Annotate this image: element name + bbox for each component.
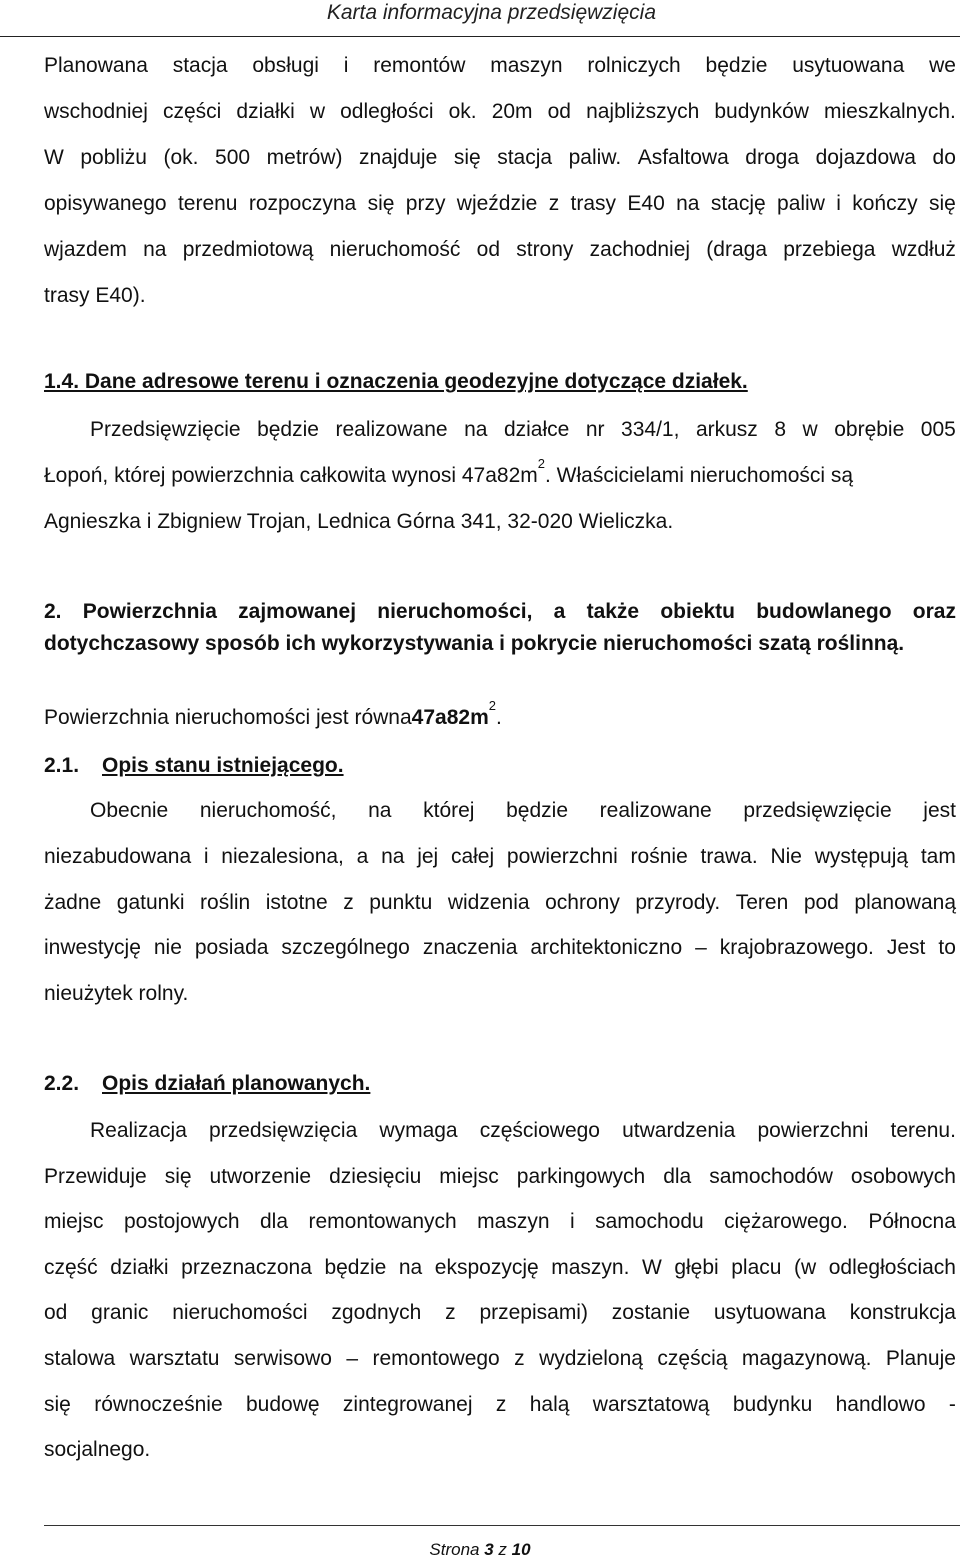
area-statement [44,698,956,730]
word: przeznaczona [181,1256,312,1279]
word: na [464,418,488,441]
word: inwestycję [44,936,141,959]
word: znajduje [359,146,438,169]
word: 005 [920,418,956,441]
paragraph-line [44,1165,956,1189]
word: odległościach [828,1256,956,1279]
footer-prefix: Strona [429,1540,485,1559]
word: zintegrowanej [342,1393,473,1416]
section-heading-2 [44,600,956,624]
word: oraz [912,600,956,623]
text-fragment: dotychczasowy sposób ich wykorzystywania i pokrycie nieruchomości szatą roślinną. [44,632,905,655]
word: to [938,936,956,959]
word: ochrony [545,891,620,914]
word: usytuowana [792,54,905,77]
word: wjazdem [44,238,127,261]
word: roślin [200,891,251,914]
word: arkusz [695,418,758,441]
word: wzdłuż [891,238,956,261]
word: 8 [774,418,787,441]
word: rośnie [630,845,688,868]
word: której [423,799,475,822]
word: W [641,1256,662,1279]
footer-separator: z [493,1540,512,1559]
word: W [44,146,64,169]
word: paliw [777,192,825,215]
word: remontowanych [308,1210,457,1233]
text-fragment: . [495,706,502,729]
word: się [928,192,956,215]
word: Obecnie [90,799,169,822]
word: przedsięwzięcie [743,799,892,822]
paragraph-line [44,845,956,869]
word: budynków [714,100,809,123]
word: osobowych [850,1165,956,1188]
word: kończy [852,192,918,215]
word: obrębie [834,418,905,441]
word: część [44,1256,98,1279]
word: Powierzchnia [82,600,217,623]
word: 20m [491,100,533,123]
word: gatunki [116,891,185,914]
word: do [932,146,956,169]
word: na [398,1256,423,1279]
text-fragment: 1.4. Dane adresowe terenu i oznaczenia geodezyjne dotyczące działek. [44,370,748,393]
paragraph-line [44,456,956,488]
word: posiada [194,936,269,959]
paragraph-line [90,1119,956,1143]
word: serwisowo [233,1347,332,1370]
word: Teren [735,891,789,914]
word: usytuowana [713,1301,826,1324]
section-heading-2-1 [44,754,956,778]
word: części [162,100,222,123]
word: nieruchomość [329,238,461,261]
superscript: 2 [488,698,496,713]
word: w [802,418,818,441]
word: placu [731,1256,782,1279]
paragraph-line [44,891,956,915]
word: przy [405,192,446,215]
word: obiektu [660,600,735,623]
word: niezabudowana [44,845,192,868]
word: będzie [257,418,319,441]
word: zostanie [611,1301,690,1324]
heading-number: 2.2. [44,1072,80,1095]
word: na [676,192,700,215]
word: od [476,238,500,261]
paragraph-line [44,1347,956,1371]
word: wymaga [379,1119,458,1142]
word: obsługi [252,54,319,77]
word: – [346,1347,359,1370]
word: trawa. [700,845,758,868]
word: żadne [44,891,102,914]
word: realizowane [335,418,448,441]
word: warsztatową [592,1393,710,1416]
word: wjeździe [456,192,538,215]
word: terenu [177,192,238,215]
word: mieszkalnych. [824,100,956,123]
word: znaczenia [422,936,518,959]
paragraph-line [44,1301,956,1325]
page-footer [0,1540,960,1560]
word: opisywanego [44,192,167,215]
word: widzenia [447,891,530,914]
word: działki [236,100,295,123]
word: z [514,1347,525,1370]
word: w [309,100,326,123]
word: istotne [265,891,328,914]
paragraph-line [44,54,956,78]
word: jest [923,799,956,822]
word: budowlanego [756,600,892,623]
word: nr [585,418,605,441]
word: droga [745,146,800,169]
word: Asfaltowa [637,146,729,169]
word: z [445,1301,456,1324]
word: przepisami) [479,1301,588,1324]
word: się [453,146,481,169]
word: wschodniej [44,100,148,123]
paragraph-line [44,284,956,308]
word: i [836,192,841,215]
word: maszyn [490,54,563,77]
word: paliw. [568,146,622,169]
word: - [948,1393,956,1416]
word: Północna [868,1210,956,1233]
paragraph-line [90,418,956,442]
paragraph-line [44,192,956,216]
word: (w [794,1256,817,1279]
word: nieruchomości [172,1301,308,1324]
word: Przedsięwzięcie [90,418,241,441]
section-heading-2-2 [44,1072,956,1096]
word: głębi [674,1256,719,1279]
word: częściowego [479,1119,600,1142]
text-fragment: trasy E40). [44,284,146,307]
word: będzie [705,54,768,77]
word: (draga [706,238,767,261]
word: parkingowych [516,1165,646,1188]
word: pobliżu [80,146,147,169]
text-fragment: Łopoń, której powierzchnia całkowita wynosi 47a82m [44,464,538,487]
heading-number: 2.1. [44,754,80,777]
word: stacja [497,146,553,169]
word: stalowa [44,1347,116,1370]
section-heading-1-4 [44,370,956,394]
word: pod [803,891,839,914]
word: samochodów [709,1165,833,1188]
page-header [0,0,960,37]
text-fragment: Powierzchnia nieruchomości jest równa [44,706,412,729]
word: ciężarowego. [724,1210,848,1233]
word: utworzenie [209,1165,312,1188]
word: z [548,192,560,215]
paragraph-line [44,1393,956,1417]
word: postojowych [123,1210,240,1233]
word: warsztatu [129,1347,220,1370]
paragraph-line [44,1256,956,1280]
word: działce [503,418,570,441]
word: miejsc [44,1210,104,1233]
word: miejsc [439,1165,499,1188]
page-number: 3 [484,1540,494,1559]
word: budynku [732,1393,813,1416]
word: utwardzenia [622,1119,736,1142]
word: trasy [570,192,617,215]
word: całej [450,845,495,868]
word: 2. [44,600,62,623]
word: od [44,1301,68,1324]
word: punktu [369,891,433,914]
word: rolniczych [587,54,681,77]
word: nieruchomość, [199,799,337,822]
word: terenu. [890,1119,956,1142]
text-fragment: socjalnego. [44,1438,151,1461]
word: najbliższych [586,100,700,123]
text-fragment: Agnieszka i Zbigniew Trojan, Lednica Górna 341, 32-020 Wieliczka. [44,510,674,533]
page-total: 10 [511,1540,531,1559]
word: Nie [770,845,802,868]
word: Planuje [885,1347,956,1370]
word: od [547,100,571,123]
paragraph-line [90,799,956,823]
word: się [44,1393,71,1416]
word: dla [663,1165,692,1188]
section-heading-2 [44,632,956,656]
footer-divider [44,1525,960,1526]
word: wydzieloną [539,1347,643,1370]
word: 334/1, [621,418,680,441]
header-title: Karta informacyjna przedsięwzięcia [326,1,656,24]
word: będzie [324,1256,387,1279]
word: zachodniej [589,238,691,261]
word: szczególnego [281,936,410,959]
word: Planowana [44,54,148,77]
word: halą [529,1393,570,1416]
heading-title: Opis stanu istniejącego. [102,754,344,777]
word: realizowane [599,799,712,822]
word: (ok. [163,146,199,169]
word: budowę [245,1393,320,1416]
word: a [553,600,566,623]
word: krajobrazowego. [719,936,874,959]
word: ok. [448,100,477,123]
superscript: 2 [537,456,546,471]
word: remontowego [372,1347,500,1370]
word: niezalesiona, [221,845,344,868]
word: Realizacja [90,1119,187,1142]
word: magazynową. [741,1347,872,1370]
word: we [929,54,956,77]
word: architektoniczno [530,936,683,959]
word: działki [110,1256,169,1279]
word: rozpoczyna [248,192,357,215]
word: przyrody. [635,891,721,914]
area-value: 47a82m [411,706,489,729]
word: i [343,54,349,77]
word: równocześnie [94,1393,223,1416]
heading-title: Opis działań planowanych. [102,1072,371,1095]
paragraph-line [44,146,956,170]
word: nieruchomości, [377,600,533,623]
word: maszyn [477,1210,550,1233]
word: na [368,799,392,822]
word: na [143,238,167,261]
word: częścią [657,1347,728,1370]
word: nie [153,936,182,959]
word: handlowo [835,1393,926,1416]
word: Jest [886,936,926,959]
paragraph-line [44,1210,956,1234]
word: i [203,845,209,868]
word: jej [417,845,439,868]
word: strony [516,238,574,261]
word: będzie [506,799,569,822]
word: granic [91,1301,149,1324]
word: E40 [627,192,665,215]
paragraph-line [44,238,956,262]
paragraph-line [44,982,956,1006]
text-fragment: . Właścicielami nieruchomości są [545,464,854,487]
word: przebiega [783,238,876,261]
word: odległości [340,100,434,123]
word: się [367,192,395,215]
word: remontów [373,54,466,77]
paragraph-line [44,1438,956,1462]
paragraph-line [44,100,956,124]
word: stacja [172,54,228,77]
word: przedsięwzięcia [209,1119,358,1142]
word: zajmowanej [238,600,357,623]
word: a [356,845,369,868]
word: 500 [215,146,251,169]
word: się [164,1165,192,1188]
word: powierzchni [506,845,618,868]
word: na [381,845,405,868]
word: z [343,891,354,914]
word: konstrukcja [849,1301,956,1324]
word: z [495,1393,507,1416]
word: dziesięciu [329,1165,422,1188]
word: ekspozycję [434,1256,539,1279]
text-fragment: nieużytek rolny. [44,982,189,1005]
word: dojazdowa [815,146,916,169]
word: metrów) [266,146,343,169]
word: planowaną [854,891,956,914]
word: tam [920,845,956,868]
word: przedmiotową [182,238,314,261]
word: Przewiduje [44,1165,147,1188]
word: i [569,1210,575,1233]
word: dla [259,1210,289,1233]
word: stację [710,192,766,215]
paragraph-line [44,510,956,534]
word: zgodnych [331,1301,422,1324]
paragraph-line [44,936,956,960]
word: powierzchni [757,1119,869,1142]
word: także [586,600,640,623]
word: występują [814,845,909,868]
word: maszyn. [551,1256,630,1279]
word: samochodu [595,1210,704,1233]
word: – [695,936,707,959]
